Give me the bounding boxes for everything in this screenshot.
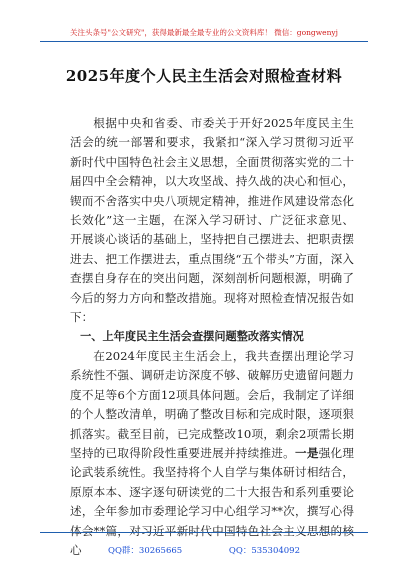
document-body [70,114,354,560]
section-heading-1: 一、上年度民主生活会查摆问题整改落实情况 [80,330,304,344]
header-promo-text: 关注头条号"公文研究"，获得最新最全最专业的公文资料库！ 微信：gongwenyj [70,28,338,37]
page-footer [0,532,408,572]
emphasis-first-point: 一是 [295,445,319,460]
footer-qq-number: QQ：535304092 [228,546,300,556]
paragraph-intro: 根据中央和省委、市委关于开好2025年度民主生活会的统一部署和要求，我紧扣“深入学习贯彻习近平新时代中国特色社会主义思想，全面贯彻落实党的二十届四中全会精神，以大攻坚战、持久战的决心和恒心，锲而不舍落实中央八项规定精神，推进作风建设常态化长效化”这一主题，在深入学习研讨、广泛征求意见、开展谈心谈话的基础上，坚持把自己摆进去、把职责摆进去、把工作摆进去，重点围绕“五个带头”方面，深入查摆自身存在的突出问题，深刻剖析问题根源，明确了今后的努力方向和整改措施。现将对照检查情况报告如下： [70,116,354,325]
footer-divider [40,532,368,533]
paragraph-rectification [70,347,354,560]
document-title: 2025年度个人民主生活会对照检查材料 [65,67,343,85]
footer-qq-group: QQ群：30265665 [107,546,183,556]
paragraph-rectification-text-a: 在2024年度民主生活会上，我共查摆出理论学习系统性不强、调研走访深度不够、破解历史遗留问题力度不足等6个方面12项具体问题。会后，我制定了详细的个人整改清单，明确了整改目标和完成时限，逐项狠抓落实。截至目前，已完成整改10项，剩余2项需长期坚持的已取得阶段性重要进展并持续推进。 [70,348,354,460]
footer-contact [0,544,408,556]
paragraph-rectification-text-b: 强化理论武装系统性。我坚持将个人自学与集体研讨相结合，原原本本、逐字逐句研读党的二十大报告和系列重要论述，全年参加市委理论学习中心组学习**次，撰写心得体会**篇，对习近平新时代中国特色社会主义思想的核心 [70,445,354,557]
header-divider [40,41,368,42]
page-header [0,0,408,44]
